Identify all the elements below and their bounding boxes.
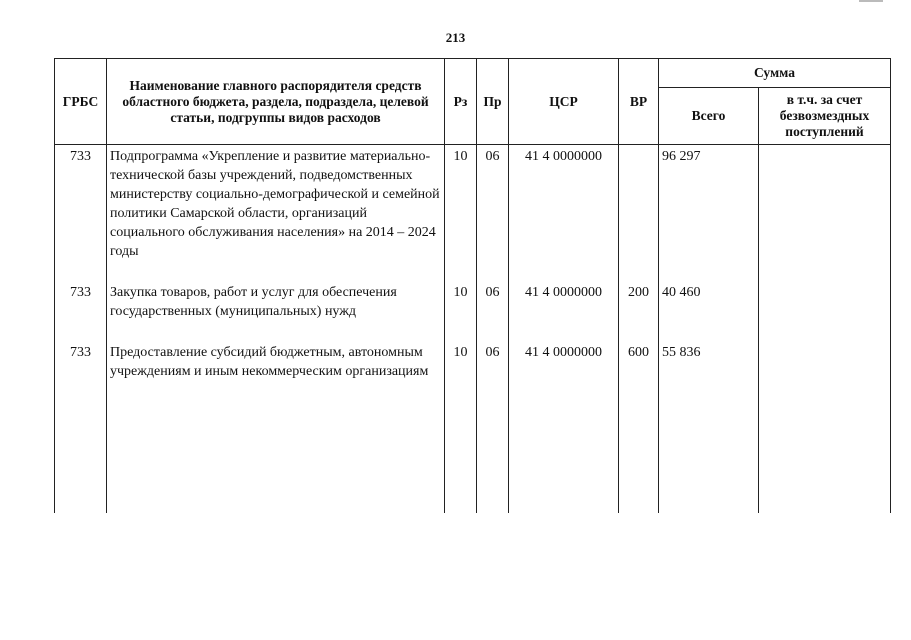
cell-grbs: 733: [55, 145, 107, 262]
cell-free-receipts: [759, 281, 891, 321]
header-name: Наименование главного распорядителя средств областного бюджета, раздела, подраздела, целевой статьи, подгруппы видов расходов: [107, 59, 445, 145]
cell-total: 55 836: [659, 341, 759, 381]
table-spacer: [55, 261, 891, 281]
table-row: [55, 281, 891, 321]
cell-grbs: 733: [55, 281, 107, 321]
cell-pr: 06: [477, 145, 509, 262]
cell-vr: 600: [619, 341, 659, 381]
header-csr: ЦСР: [509, 59, 619, 145]
page-number: 213: [445, 30, 466, 45]
table-spacer: [55, 321, 891, 341]
table-row: [55, 341, 891, 381]
cell-rz: 10: [445, 145, 477, 262]
corner-scan-mark: [859, 0, 883, 2]
cell-free-receipts: [759, 341, 891, 381]
cell-rz: 10: [445, 341, 477, 381]
cell-pr: 06: [477, 341, 509, 381]
cell-total: 96 297: [659, 145, 759, 262]
cell-pr: 06: [477, 281, 509, 321]
table-row: [55, 145, 891, 262]
cell-vr: [619, 145, 659, 262]
header-free-receipts: в т.ч. за счет безвозмездных поступлений: [759, 88, 891, 145]
cell-name: Предоставление субсидий бюджетным, автономным учреждениям и иным некоммерческим организациям: [107, 341, 445, 381]
cell-name: Подпрограмма «Укрепление и развитие материально-технической базы учреждений, подведомственных министерству социально-демографической и семейной политики Самарской области, организаций социального обслуживания населения» на 2014 – 2024 годы: [107, 145, 445, 262]
header-grbs: ГРБС: [55, 59, 107, 145]
table-header: [55, 59, 891, 145]
cell-total: 40 460: [659, 281, 759, 321]
cell-csr: 41 4 0000000: [509, 281, 619, 321]
cell-csr: 41 4 0000000: [509, 145, 619, 262]
header-pr: Пр: [477, 59, 509, 145]
cell-vr: 200: [619, 281, 659, 321]
header-rz: Рз: [445, 59, 477, 145]
cell-csr: 41 4 0000000: [509, 341, 619, 381]
header-vr: ВР: [619, 59, 659, 145]
table-spacer: [55, 381, 891, 513]
header-sum: Сумма: [659, 59, 891, 88]
cell-name: Закупка товаров, работ и услуг для обеспечения государственных (муниципальных) нужд: [107, 281, 445, 321]
cell-free-receipts: [759, 145, 891, 262]
header-total: Всего: [659, 88, 759, 145]
cell-grbs: 733: [55, 341, 107, 381]
budget-table: [54, 58, 891, 513]
cell-rz: 10: [445, 281, 477, 321]
